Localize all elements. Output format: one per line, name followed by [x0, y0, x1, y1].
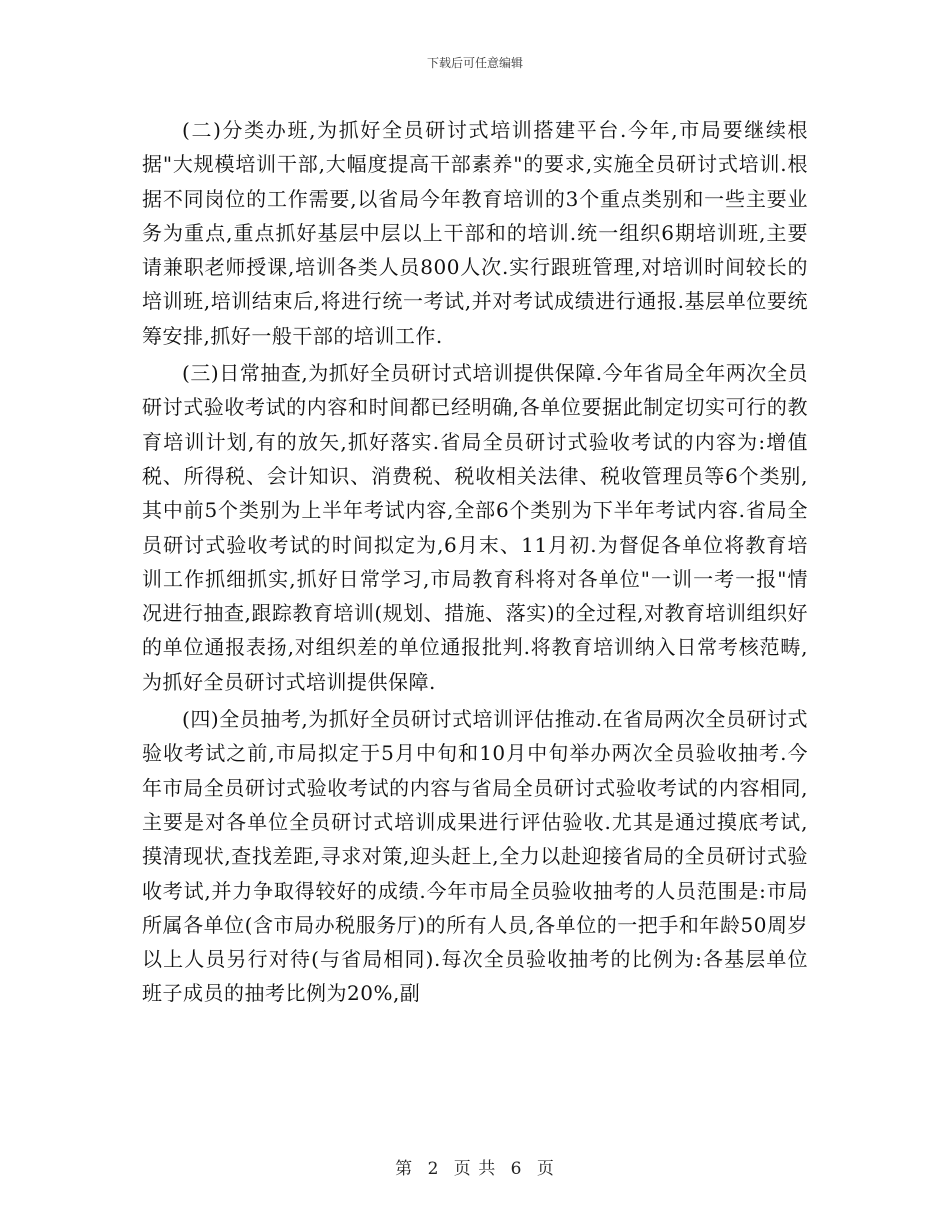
paragraph-daily-spot-check: (三)日常抽查,为抓好全员研讨式培训提供保障.今年省局全年两次全员研讨式验收考试的内容和时间都已经明确,各单位要据此制定切实可行的教育培训计划,有的放矢,抓好落实.省局全员研讨式验收考试的内容为:增值税、所得税、会计知识、消费税、税收相关法律、税收管理员等6个类别,其中前5个类别为上半年考试内容,全部6个类别为下半年考试内容.省局全员研讨式验收考试的时间拟定为,6月末、11月初.为督促各单位将教育培训工作抓细抓实,抓好日常学习,市局教育科将对各单位"一训一考一报"情况进行抽查,跟踪教育培训(规划、措施、落实)的全过程,对教育培训组织好的单位通报表扬,对组织差的单位通报批判.将教育培训纳入日常考核范畴,为抓好全员研讨式培训提供保障.: [142, 361, 808, 694]
current-page-number: 2: [427, 1159, 440, 1179]
page-header: 下载后可任意编辑: [426, 56, 523, 70]
footer-middle: 页 共: [453, 1159, 497, 1179]
document-body: [142, 113, 808, 1011]
footer-prefix: 第: [395, 1159, 414, 1179]
total-page-count: 6: [510, 1159, 523, 1179]
paragraph-full-staff-exam: (四)全员抽考,为抓好全员研讨式培训评估推动.在省局两次全员研讨式验收考试之前,市局拟定于5月中旬和10月中旬举办两次全员验收抽考.今年市局全员研讨式验收考试的内容与省局全员研讨式验收考试的内容相同,主要是对各单位全员研讨式培训成果进行评估验收.尤其是通过摸底考试,摸清现状,查找差距,寻求对策,迎头赶上,全力以赴迎接省局的全员研讨式验收考试,并力争取得较好的成绩.今年市局全员验收抽考的人员范围是:市局所属各单位(含市局办税服务厅)的所有人员,各单位的一把手和年龄50周岁以上人员另行对待(与省局相同).每次全员验收抽考的比例为:各基层单位班子成员的抽考比例为20%,副: [142, 707, 808, 1006]
paragraph-classified-training: (二)分类办班,为抓好全员研讨式培训搭建平台.今年,市局要继续根据"大规模培训干部,大幅度提高干部素养"的要求,实施全员研讨式培训.根据不同岗位的工作需要,以省局今年教育培训的3个重点类别和一些主要业务为重点,重点抓好基层中层以上干部和的培训.统一组织6期培训班,主要请兼职老师授课,培训各类人员800人次.实行跟班管理,对培训时间较长的培训班,培训结束后,将进行统一考试,并对考试成绩进行通报.基层单位要统筹安排,抓好一般干部的培训工作.: [142, 118, 808, 348]
footer-suffix: 页: [536, 1159, 555, 1179]
page-footer: [0, 1154, 950, 1179]
